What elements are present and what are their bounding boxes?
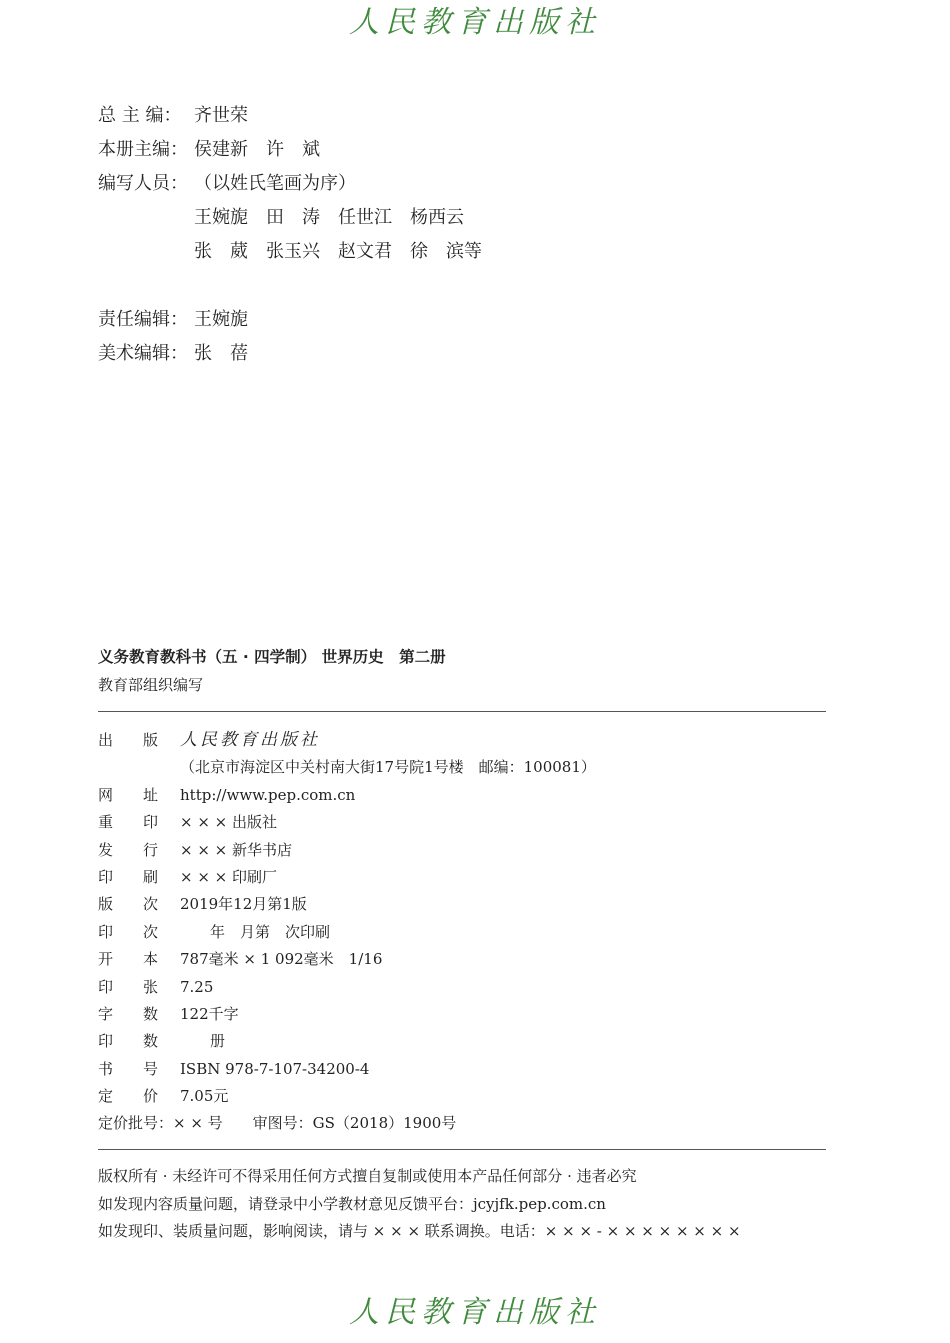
publication-row-value: 7.05元 xyxy=(180,1087,229,1106)
publication-row xyxy=(98,946,596,973)
publisher-logo-top: 人民教育出版社 xyxy=(349,5,601,40)
art-editor-label: 美术编辑： xyxy=(98,343,188,364)
copyright-line: 版权所有 · 未经许可不得采用任何方式擅自复制或使用本产品任何部分 · 违者必究 xyxy=(98,1167,637,1185)
approval-row xyxy=(98,1110,596,1137)
writers-note: （以姓氏笔画为序） xyxy=(194,173,356,194)
publication-row-value: 年 月第 次印刷 xyxy=(180,922,331,941)
responsible-editor-line xyxy=(98,303,482,337)
publication-row xyxy=(98,809,596,836)
chief-editor-value: 齐世荣 xyxy=(194,105,248,126)
publication-row-value: 787毫米 × 1 092毫米 1/16 xyxy=(180,950,383,969)
publication-row-value: 7.25 xyxy=(180,977,214,996)
publication-row-value: 122千字 xyxy=(180,1004,239,1023)
book-title-block xyxy=(98,646,446,696)
publisher-address: （北京市海淀区中关村南大街17号院1号楼 邮编：100081） xyxy=(180,758,596,777)
volume-editor-value: 侯建新 许 斌 xyxy=(194,139,320,160)
publication-row-value: http://www.pep.com.cn xyxy=(180,785,356,804)
publication-row xyxy=(98,891,596,918)
publication-row xyxy=(98,919,596,946)
credits-section xyxy=(98,99,482,371)
writers-label: 编写人员： xyxy=(98,173,188,194)
chief-editor-line xyxy=(98,99,482,133)
publication-row xyxy=(98,864,596,891)
publication-row xyxy=(98,782,596,809)
publication-row xyxy=(98,837,596,864)
address-row xyxy=(98,754,596,781)
writers-names-2-text: 张 葳 张玉兴 赵文君 徐 滨等 xyxy=(194,241,482,262)
publication-row-value: ISBN 978-7-107-34200-4 xyxy=(180,1059,370,1078)
volume-editor-label: 本册主编： xyxy=(98,139,188,160)
publication-row-value: × × × 印刷厂 xyxy=(180,867,278,886)
divider-bottom xyxy=(98,1149,826,1150)
writers-names-1 xyxy=(98,201,482,235)
publication-row-label: 发 行 xyxy=(98,840,159,859)
book-compiler: 教育部组织编写 xyxy=(98,676,204,694)
publication-row-label: 印 次 xyxy=(98,922,159,941)
publication-row-label: 书 号 xyxy=(98,1059,159,1078)
publication-row xyxy=(98,1083,596,1110)
publication-row xyxy=(98,1028,596,1055)
content-feedback-line: 如发现内容质量问题，请登录中小学教材意见反馈平台：jcyjfk.pep.com.cn xyxy=(98,1194,606,1213)
copyright-footer xyxy=(98,1163,741,1246)
writers-names-1-text: 王婉旎 田 涛 任世江 杨西云 xyxy=(194,207,464,228)
art-editor-line xyxy=(98,337,482,371)
responsible-editor-label: 责任编辑： xyxy=(98,309,188,330)
publication-row-label: 印 刷 xyxy=(98,867,159,886)
publisher-logo-bottom: 人民教育出版社 xyxy=(349,1295,601,1330)
publisher-logo-small: 人民教育出版社 xyxy=(180,730,320,750)
publication-row-label: 印 张 xyxy=(98,977,159,996)
publication-row xyxy=(98,1001,596,1028)
chief-editor-label: 总 主 编： xyxy=(98,105,182,126)
publication-row-value: 册 xyxy=(180,1032,226,1051)
book-title: 义务教育教科书（五 · 四学制） 世界历史 第二册 xyxy=(98,648,446,666)
publication-row-value: × × × 出版社 xyxy=(180,813,278,832)
publication-row-label: 开 本 xyxy=(98,950,159,969)
publication-row-label: 印 数 xyxy=(98,1032,159,1051)
publication-row xyxy=(98,974,596,1001)
publication-row-label: 重 印 xyxy=(98,813,159,832)
publication-row xyxy=(98,1056,596,1083)
print-quality-line: 如发现印、装质量问题，影响阅读，请与 × × × 联系调换。电话：× × × - × × × × × × × × xyxy=(98,1222,741,1240)
publisher-row xyxy=(98,727,596,754)
publication-row-value: 2019年12月第1版 xyxy=(180,895,307,914)
publication-info xyxy=(98,727,596,1138)
publication-row-label: 版 次 xyxy=(98,895,159,914)
divider-top xyxy=(98,711,826,712)
publisher-label: 出 版 xyxy=(98,731,159,749)
responsible-editor-value: 王婉旎 xyxy=(194,309,248,330)
publication-row-label: 定 价 xyxy=(98,1087,159,1106)
writers-line xyxy=(98,167,482,201)
publication-row-value: × × × 新华书店 xyxy=(180,840,293,859)
volume-editor-line xyxy=(98,133,482,167)
publication-row-label: 网 址 xyxy=(98,785,159,804)
art-editor-value: 张 蓓 xyxy=(194,343,248,364)
publication-row-label: 字 数 xyxy=(98,1004,159,1023)
approval-text: 定价批号：× × 号 审图号：GS（2018）1900号 xyxy=(98,1114,457,1133)
writers-names-2 xyxy=(98,235,482,269)
